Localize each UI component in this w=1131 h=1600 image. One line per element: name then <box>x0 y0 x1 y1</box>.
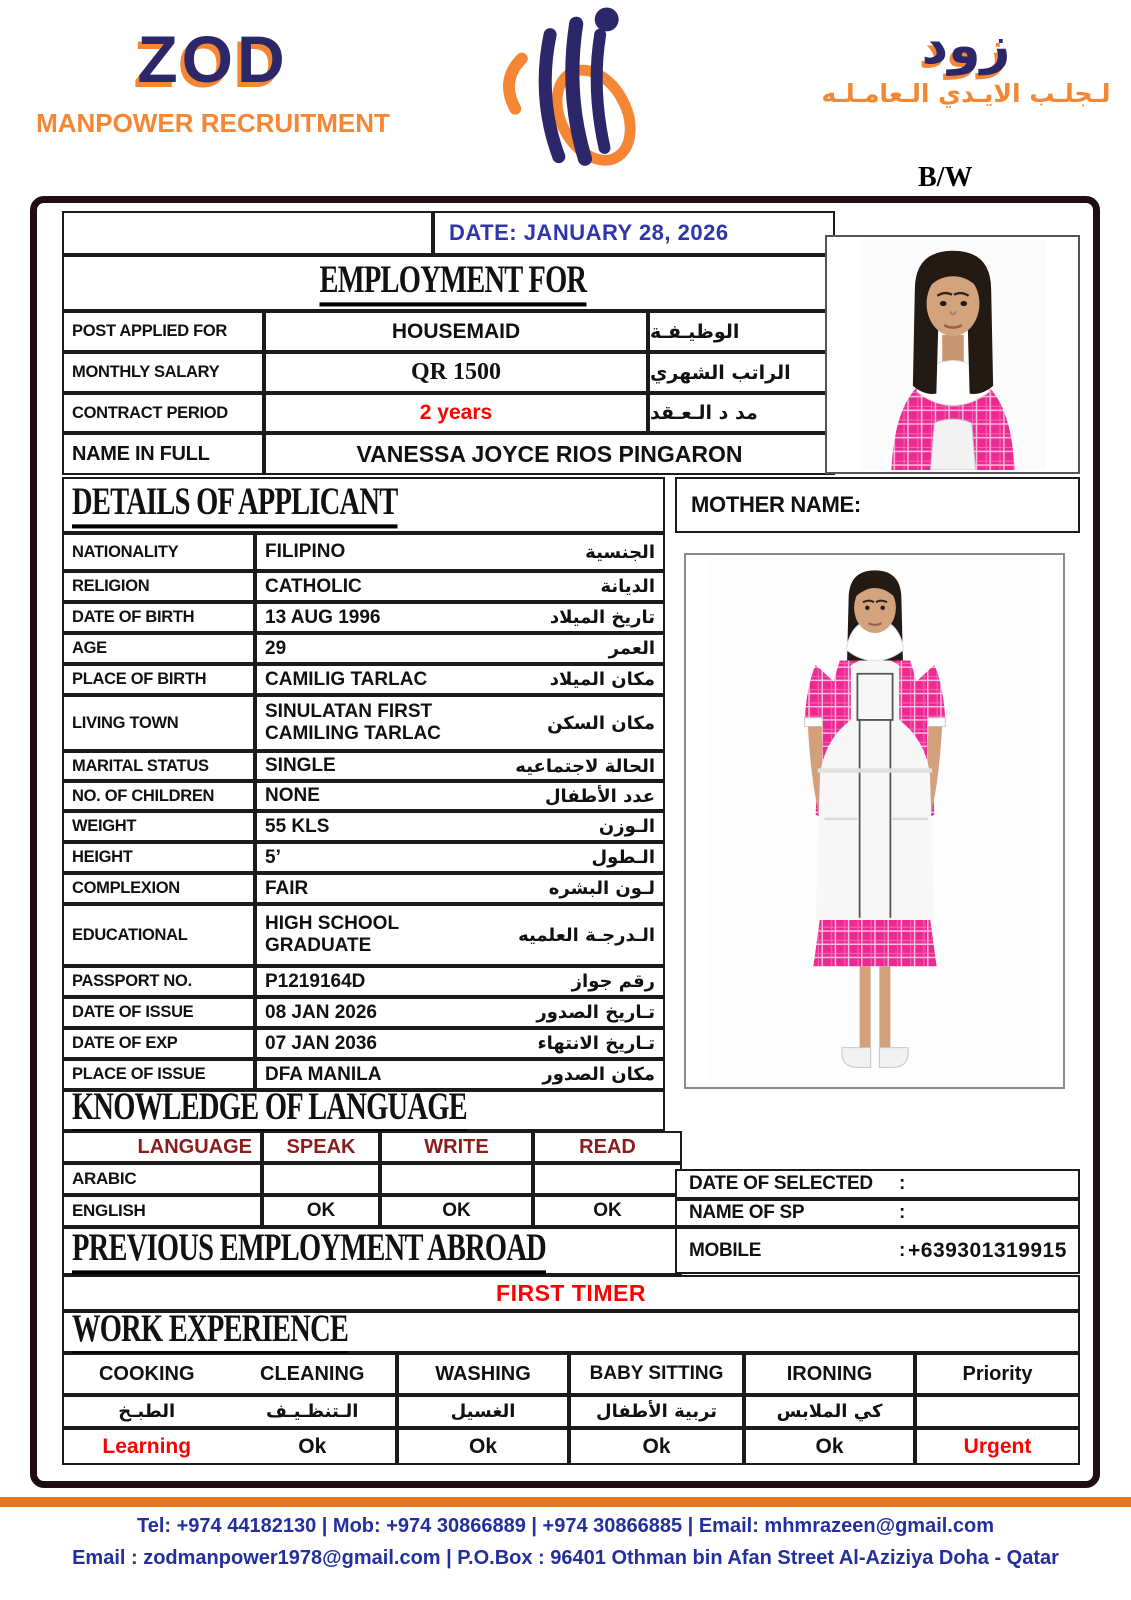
zod-logo-subtitle: MANPOWER RECRUITMENT <box>36 108 390 138</box>
language-col-header: READ <box>533 1131 682 1163</box>
details-row-arabic: لـون البشره <box>548 878 655 899</box>
employment-row-arabic: الراتب الشهري <box>648 352 835 393</box>
work-value: Ok <box>298 1434 327 1458</box>
applicant-portrait-photo <box>825 235 1080 474</box>
language-row-name: ENGLISH <box>62 1195 262 1227</box>
details-row-arabic: الحالة لاجتماعيه <box>515 755 655 777</box>
details-row-arabic: الـوزن <box>598 816 655 837</box>
work-header-cell: WASHING <box>397 1353 569 1395</box>
details-row-arabic: الـطول <box>591 847 655 868</box>
date-cell: DATE: JANUARY 28, 2026 <box>433 211 835 255</box>
footer-contact-line1: Tel: +974 44182130 | Mob: +974 30866889 | +974 30866885 | Email: mhmrazeen@gmail.com <box>137 1515 994 1537</box>
work-arabic-label: الـتنظـيـف <box>266 1401 359 1422</box>
language-row-value: OK <box>533 1195 682 1227</box>
details-row-label: RELIGION <box>62 571 255 602</box>
details-row-arabic: تـاريخ الصدور <box>536 1002 655 1023</box>
details-row-value: 13 AUG 1996 تاريخ الميلاد <box>255 602 665 633</box>
details-row-label: HEIGHT <box>62 842 255 873</box>
language-col-header: WRITE <box>380 1131 533 1163</box>
name-in-full-label: NAME IN FULL <box>62 433 264 475</box>
selected-info-row <box>675 1199 1080 1227</box>
previous-employment-heading-text: PREVIOUS EMPLOYMENT ABROAD <box>72 1228 546 1274</box>
details-row-label: DATE OF BIRTH <box>62 602 255 633</box>
work-arabic-cell: كي الملابس <box>744 1395 915 1428</box>
details-row-arabic: تـاريخ الانتهاء <box>537 1033 655 1054</box>
employment-row-label: CONTRACT PERIOD <box>62 393 264 433</box>
work-value-cell: Urgent <box>915 1428 1080 1465</box>
work-value-cell: Ok <box>569 1428 744 1465</box>
name-in-full-value: VANESSA JOYCE RIOS PINGARON <box>264 433 835 475</box>
selected-info-colon: : <box>899 1173 906 1194</box>
work-header-cell: IRONING <box>744 1353 915 1395</box>
details-row-arabic: العمر <box>608 638 655 659</box>
employment-row-arabic: مد د الـعـقد <box>648 393 835 433</box>
details-row-arabic: مكان الميلاد <box>549 669 655 690</box>
top-left-empty-cell <box>62 211 433 255</box>
details-row-label: EDUCATIONAL <box>62 904 255 966</box>
language-row-value <box>380 1163 533 1195</box>
details-row-label: PLACE OF ISSUE <box>62 1059 255 1090</box>
work-header-cell <box>62 1353 397 1395</box>
selected-info-row <box>675 1227 1080 1274</box>
employment-row-arabic: الوظيـفـة <box>648 311 835 352</box>
previous-employment-heading <box>62 1227 682 1275</box>
applicant-full-body-photo <box>684 553 1065 1089</box>
details-row-value: P1219164D رقم جواز <box>255 966 665 997</box>
work-experience-heading <box>62 1307 1080 1353</box>
language-col-header: LANGUAGE <box>62 1131 262 1163</box>
language-row-value: OK <box>380 1195 533 1227</box>
work-header-label: CLEANING <box>260 1362 365 1385</box>
details-row-value: 07 JAN 2036 تـاريخ الانتهاء <box>255 1028 665 1059</box>
selected-info-row <box>675 1169 1080 1199</box>
employment-row-label: POST APPLIED FOR <box>62 311 264 352</box>
first-timer-cell: FIRST TIMER <box>62 1275 1080 1311</box>
details-row-arabic: تاريخ الميلاد <box>549 607 655 628</box>
footer-contact-line2: Email : zodmanpower1978@gmail.com | P.O.Box : 96401 Othman bin Afan Street Al-Aziziya Doha - Qatar <box>72 1547 1059 1569</box>
details-row-arabic: مكان السكن <box>547 712 655 734</box>
cv-form <box>30 196 1100 1488</box>
details-row-label: MARITAL STATUS <box>62 751 255 781</box>
zod-logo-icon <box>480 2 655 174</box>
work-header-cell: BABY SITTING <box>569 1353 744 1395</box>
work-arabic-label: الطبـخ <box>118 1401 176 1422</box>
language-row-value: OK <box>262 1195 380 1227</box>
selected-info-label: MOBILE <box>689 1239 762 1261</box>
work-value-cell: Ok <box>744 1428 915 1465</box>
details-row-label: DATE OF EXP <box>62 1028 255 1059</box>
work-arabic-cell <box>915 1395 1080 1428</box>
details-row-value: 29 العمر <box>255 633 665 664</box>
details-of-applicant-heading <box>62 477 665 533</box>
employment-for-heading <box>62 255 835 311</box>
work-arabic-cell: تربية الأطفال <box>569 1395 744 1428</box>
details-row-arabic: الديانة <box>600 576 655 597</box>
details-of-applicant-heading-text: DETAILS OF APPLICANT <box>72 482 397 528</box>
details-row-label: PLACE OF BIRTH <box>62 664 255 695</box>
selected-info-label: DATE OF SELECTED <box>689 1173 873 1194</box>
selected-info-colon: : <box>899 1202 906 1223</box>
arabic-logo-title: زود <box>921 16 1011 76</box>
details-row-label: LIVING TOWN <box>62 695 255 751</box>
language-col-header: SPEAK <box>262 1131 380 1163</box>
details-row-value: SINULATAN FIRST CAMILING TARLAC مكان السكن <box>255 695 665 751</box>
work-value: Learning <box>102 1434 192 1458</box>
work-arabic-cell <box>62 1395 397 1428</box>
details-row-label: NO. OF CHILDREN <box>62 781 255 811</box>
details-row-value: FAIR لـون البشره <box>255 873 665 904</box>
work-experience-heading-text: WORK EXPERIENCE <box>72 1309 348 1355</box>
details-row-value: HIGH SCHOOL GRADUATE الـدرجـة العلميه <box>255 904 665 966</box>
details-row-label: AGE <box>62 633 255 664</box>
details-row-label: DATE OF ISSUE <box>62 997 255 1028</box>
mother-name-cell: MOTHER NAME: <box>675 477 1080 533</box>
arabic-logo-block <box>816 18 1116 108</box>
details-row-arabic: الـدرجـة العلميه <box>518 924 655 946</box>
employment-row-label: MONTHLY SALARY <box>62 352 264 393</box>
work-header-cell: Priority <box>915 1353 1080 1395</box>
work-header-label: COOKING <box>98 1362 195 1385</box>
details-row-value: DFA MANILA مكان الصدور <box>255 1059 665 1090</box>
details-row-value: CATHOLIC الديانة <box>255 571 665 602</box>
selected-info-label: NAME OF SP <box>689 1202 805 1223</box>
selected-info-colon: : <box>899 1239 906 1261</box>
details-row-value: 5’ الـطول <box>255 842 665 873</box>
details-row-value: 08 JAN 2026 تـاريخ الصدور <box>255 997 665 1028</box>
knowledge-of-language-heading-text: KNOWLEDGE OF LANGUAGE <box>72 1088 467 1134</box>
employment-row-value: 2 years <box>264 393 648 433</box>
details-row-value: CAMILIG TARLAC مكان الميلاد <box>255 664 665 695</box>
zod-logo-block <box>18 22 408 139</box>
language-row-name: ARABIC <box>62 1163 262 1195</box>
zod-logo-title: ZOD <box>137 22 289 96</box>
knowledge-of-language-heading <box>62 1085 665 1131</box>
details-row-value: FILIPINO الجنسية <box>255 533 665 571</box>
details-row-label: COMPLEXION <box>62 873 255 904</box>
details-row-value: SINGLE الحالة لاجتماعيه <box>255 751 665 781</box>
details-row-arabic: عدد الأطفال <box>544 785 655 807</box>
selected-info-value: +639301319915 <box>908 1238 1067 1262</box>
details-row-label: PASSPORT NO. <box>62 966 255 997</box>
details-row-arabic: مكان الصدور <box>542 1064 655 1085</box>
footer-divider <box>0 1497 1131 1507</box>
portrait-illustration <box>860 239 1046 470</box>
employment-row-value: HOUSEMAID <box>264 311 648 352</box>
employment-for-heading-text: EMPLOYMENT FOR <box>319 260 586 306</box>
details-row-arabic: الجنسية <box>585 541 655 563</box>
employment-row-value: QR 1500 <box>264 352 648 393</box>
details-row-label: WEIGHT <box>62 811 255 842</box>
details-row-label: NATIONALITY <box>62 533 255 571</box>
work-value-cell <box>62 1428 397 1465</box>
bw-label: B/W <box>918 162 973 193</box>
arabic-logo-subtitle: لـجلـب الايـدي الـعامـلـه <box>821 79 1111 109</box>
work-value-cell: Ok <box>397 1428 569 1465</box>
details-row-value: 55 KLS الـوزن <box>255 811 665 842</box>
work-arabic-cell: الغسيل <box>397 1395 569 1428</box>
details-row-arabic: رقم جواز <box>571 971 655 992</box>
language-row-value <box>262 1163 380 1195</box>
language-row-value <box>533 1163 682 1195</box>
full-body-illustration <box>710 555 1040 1085</box>
details-row-value: NONE عدد الأطفال <box>255 781 665 811</box>
